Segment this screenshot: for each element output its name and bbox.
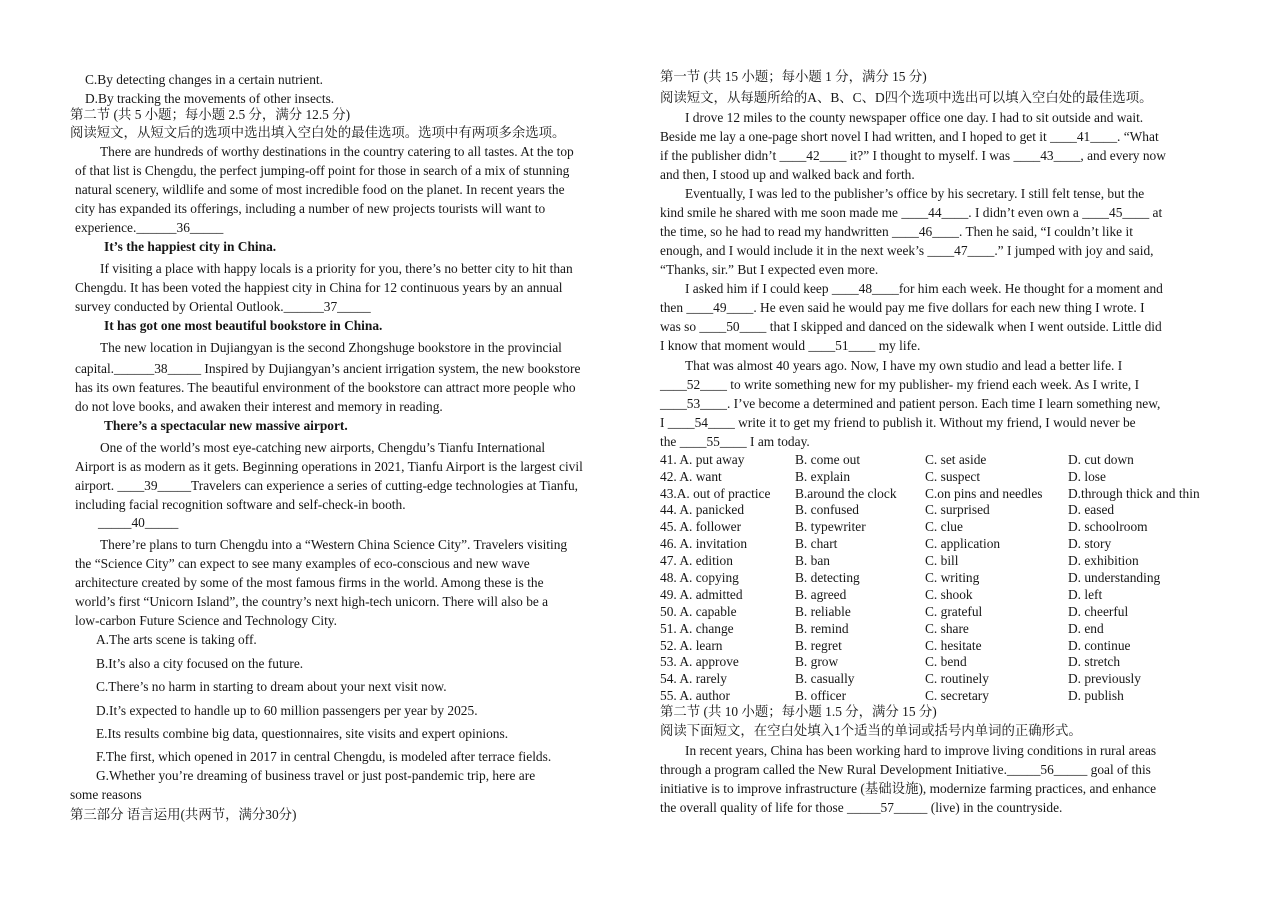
passage-line: through a program called the New Rural Development Initiative._____56_____ goal of this [660, 762, 1151, 777]
option-cell: B. ban [795, 553, 830, 568]
choice-b: B.It’s also a city focused on the future. [96, 656, 304, 671]
subheading-happiest-city: It’s the happiest city in China. [104, 239, 277, 254]
para2-line: Chengdu. It has been voted the happiest city in China for 12 continuous years by an annual [75, 280, 563, 295]
para1-line: There are hundreds of worthy destinations in the country catering to all tastes. At the top [100, 144, 574, 159]
option-cell: D. exhibition [1068, 553, 1139, 568]
option-cell: B. grow [795, 654, 839, 669]
passage-line: the ____55____ I am today. [660, 434, 810, 449]
option-cell: D.through thick and thin [1068, 486, 1200, 501]
option-cell: D. schoolroom [1068, 519, 1148, 534]
para3-line: has its own features. The beautiful environment of the bookstore can attract more people who [75, 380, 576, 395]
section-instructions: 阅读下面短文，在空白处填入1个适当的单词或括号内单词的正确形式。 [660, 723, 1082, 738]
para3-line: The new location in Dujiangyan is the second Zhongshuge bookstore in the provincial [100, 340, 562, 355]
option-c-prev: C.By detecting changes in a certain nutrient. [85, 72, 323, 87]
option-cell: C. bend [925, 654, 967, 669]
option-cell: C. application [925, 536, 1001, 551]
option-cell: B. regret [795, 638, 842, 653]
para4-line: airport. ____39_____Travelers can experience a series of cutting-edge technologies at Tianfu, [75, 478, 578, 493]
passage-line: In recent years, China has been working hard to improve living conditions in rural areas [685, 743, 1157, 758]
passage-line: ____53____. I’ve become a determined and patient person. Each time I learn something new, [660, 396, 1161, 411]
passage-line: and then, I stood up and walked back and forth. [660, 167, 915, 182]
option-cell: C. surprised [925, 502, 990, 517]
section-heading: 第二节 (共 5 小题；每小题 2.5 分，满分 12.5 分) [70, 107, 351, 122]
passage-line: was so ____50____ that I skipped and danced on the sidewalk when I went outside. Little did [660, 319, 1162, 334]
option-cell: B.around the clock [795, 486, 897, 501]
para5-line: the “Science City” can expect to see many examples of eco-conscious and new wave [75, 556, 530, 571]
para3-line: capital.______38_____ Inspired by Dujiangyan’s ancient irrigation system, the new bookstore [75, 361, 581, 376]
option-cell: 49. A. admitted [660, 587, 743, 602]
option-cell: D. end [1068, 621, 1104, 636]
option-cell: 42. A. want [660, 469, 722, 484]
option-cell: B. explain [795, 469, 851, 484]
option-cell: B. typewriter [795, 519, 866, 534]
option-cell: D. lose [1068, 469, 1106, 484]
option-cell: B. detecting [795, 570, 860, 585]
passage-line: That was almost 40 years ago. Now, I have my own studio and lead a better life. I [685, 358, 1123, 373]
option-cell: B. reliable [795, 604, 851, 619]
passage-line: Beside me lay a one-page short novel I had written, and I hoped to get it ____41____. “What [660, 129, 1159, 144]
choice-g: G.Whether you’re dreaming of business travel or just post-pandemic trip, here are [96, 768, 536, 783]
option-cell: 43.A. out of practice [660, 486, 771, 501]
para4-line: Airport is as modern as it gets. Beginning operations in 2021, Tianfu Airport is the largest civil [75, 459, 583, 474]
option-cell: B. officer [795, 688, 847, 703]
section-instructions: 阅读短文，从短文后的选项中选出填入空白处的最佳选项。选项中有两项多余选项。 [70, 125, 566, 140]
option-cell: D. cheerful [1068, 604, 1129, 619]
choice-a: A.The arts scene is taking off. [96, 632, 257, 647]
option-cell: C. writing [925, 570, 980, 585]
option-cell: C. bill [925, 553, 959, 568]
option-cell: 41. A. put away [660, 452, 745, 467]
option-cell: B. chart [795, 536, 838, 551]
passage-line: ____52____ to write something new for my publisher- my friend each week. As I write, I [660, 377, 1140, 392]
subheading-bookstore: It has got one most beautiful bookstore in China. [104, 318, 383, 333]
option-cell: D. story [1068, 536, 1112, 551]
section-heading: 第二节 (共 10 小题；每小题 1.5 分，满分 15 分) [660, 704, 937, 719]
option-cell: D. publish [1068, 688, 1124, 703]
option-cell: 52. A. learn [660, 638, 723, 653]
para5-line: architecture created by some of the most famous firms in the world. Among these is the [75, 575, 544, 590]
option-cell: D. eased [1068, 502, 1115, 517]
option-cell: 51. A. change [660, 621, 734, 636]
choice-f: F.The first, which opened in 2017 in central Chengdu, is modeled after terrace fields. [96, 749, 552, 764]
option-cell: 53. A. approve [660, 654, 739, 669]
para1-line: experience.______36_____ [75, 220, 224, 235]
passage-line: initiative is to improve infrastructure (基础设施), modernize farming practices, and enhance [660, 781, 1157, 796]
option-cell: C. suspect [925, 469, 981, 484]
option-cell: 47. A. edition [660, 553, 733, 568]
para3-line: do not love books, and awaken their interest and memory in reading. [75, 399, 443, 414]
choice-d: D.It’s expected to handle up to 60 million passengers per year by 2025. [96, 703, 478, 718]
option-cell: 50. A. capable [660, 604, 737, 619]
choice-c: C.There’s no harm in starting to dream about your next visit now. [96, 679, 447, 694]
option-cell: D. left [1068, 587, 1103, 602]
passage-line: the time, so he had to read my handwritten ____46____. Then he said, “I couldn’t like it [660, 224, 1133, 239]
option-cell: D. previously [1068, 671, 1141, 686]
option-cell: C. routinely [925, 671, 989, 686]
passage-line: I drove 12 miles to the county newspaper office one day. I had to sit outside and wait. [685, 110, 1144, 125]
para2-line: survey conducted by Oriental Outlook.______37_____ [75, 299, 371, 314]
passage-line: I know that moment would ____51____ my life. [660, 338, 921, 353]
section-heading: 第一节 (共 15 小题；每小题 1 分，满分 15 分) [660, 69, 927, 84]
para5-line: There’re plans to turn Chengdu into a “Western China Science City”. Travelers visiting [100, 537, 568, 552]
subheading-airport: There’s a spectacular new massive airport. [104, 418, 348, 433]
option-cell: 45. A. follower [660, 519, 742, 534]
option-cell: B. confused [795, 502, 859, 517]
para5-line: low-carbon Future Science and Technology City. [75, 613, 337, 628]
para5-line: world’s first “Unicorn Island”, the country’s next high-tech unicorn. There will also be a [75, 594, 549, 609]
option-cell: C. secretary [925, 688, 989, 703]
option-cell: B. come out [795, 452, 861, 467]
option-cell: C. shook [925, 587, 973, 602]
option-cell: C.on pins and needles [925, 486, 1043, 501]
passage-line: kind smile he shared with me soon made me ____44____. I didn’t even own a ____45____ at [660, 205, 1163, 220]
option-cell: 46. A. invitation [660, 536, 748, 551]
blank-40: _____40_____ [98, 515, 179, 530]
para1-line: of that list is Chengdu, the perfect jumping-off point for those in search of a mix of stunning [75, 163, 570, 178]
passage-line: if the publisher didn’t ____42____ it?” I thought to myself. I was ____43____, and every now [660, 148, 1166, 163]
option-cell: D. continue [1068, 638, 1131, 653]
option-d-prev: D.By tracking the movements of other insects. [85, 91, 335, 106]
part-three-heading: 第三部分 语言运用(共两节，满分30分) [70, 807, 297, 822]
option-cell: B. agreed [795, 587, 847, 602]
option-cell: D. stretch [1068, 654, 1121, 669]
passage-line: Eventually, I was led to the publisher’s office by his secretary. I still felt tense, but the [685, 186, 1145, 201]
option-cell: 44. A. panicked [660, 502, 745, 517]
option-cell: D. cut down [1068, 452, 1134, 467]
option-cell: C. grateful [925, 604, 983, 619]
para1-line: city has expanded its offerings, including a number of new projects tourists will want to [75, 201, 546, 216]
option-cell: C. share [925, 621, 969, 636]
passage-line: I asked him if I could keep ____48____for him each week. He thought for a moment and [685, 281, 1163, 296]
option-cell: 54. A. rarely [660, 671, 727, 686]
para2-line: If visiting a place with happy locals is a priority for you, there’s no better city to hit than [100, 261, 573, 276]
para1-line: natural scenery, wildlife and some of most incredible food on the planet. In recent years the [75, 182, 565, 197]
section-instructions: 阅读短文，从每题所给的A、B、C、D四个选项中选出可以填入空白处的最佳选项。 [660, 90, 1153, 105]
option-cell: B. casually [795, 671, 855, 686]
option-cell: 48. A. copying [660, 570, 739, 585]
option-cell: B. remind [795, 621, 849, 636]
option-cell: C. clue [925, 519, 963, 534]
passage-line: I ____54____ write it to get my friend to publish it. Without my friend, I would never be [660, 415, 1136, 430]
choice-e: E.Its results combine big data, questionnaires, site visits and expert opinions. [96, 726, 509, 741]
option-cell: C. set aside [925, 452, 987, 467]
option-cell: D. understanding [1068, 570, 1161, 585]
option-cell: 55. A. author [660, 688, 730, 703]
para4-line: One of the world’s most eye-catching new airports, Chengdu’s Tianfu International [100, 440, 546, 455]
choice-g-cont: some reasons [70, 787, 142, 802]
passage-line: enough, and I would include it in the next week’s ____47____.” I jumped with joy and said, [660, 243, 1154, 258]
passage-line: “Thanks, sir.” But I expected even more. [660, 262, 879, 277]
passage-line: the overall quality of life for those _____57_____ (live) in the countryside. [660, 800, 1063, 815]
passage-line: then ____49____. He even said he would pay me five dollars for each new thing I wrote. I [660, 300, 1145, 315]
option-cell: C. hesitate [925, 638, 982, 653]
para4-line: including facial recognition software and self-check-in booth. [75, 497, 406, 512]
